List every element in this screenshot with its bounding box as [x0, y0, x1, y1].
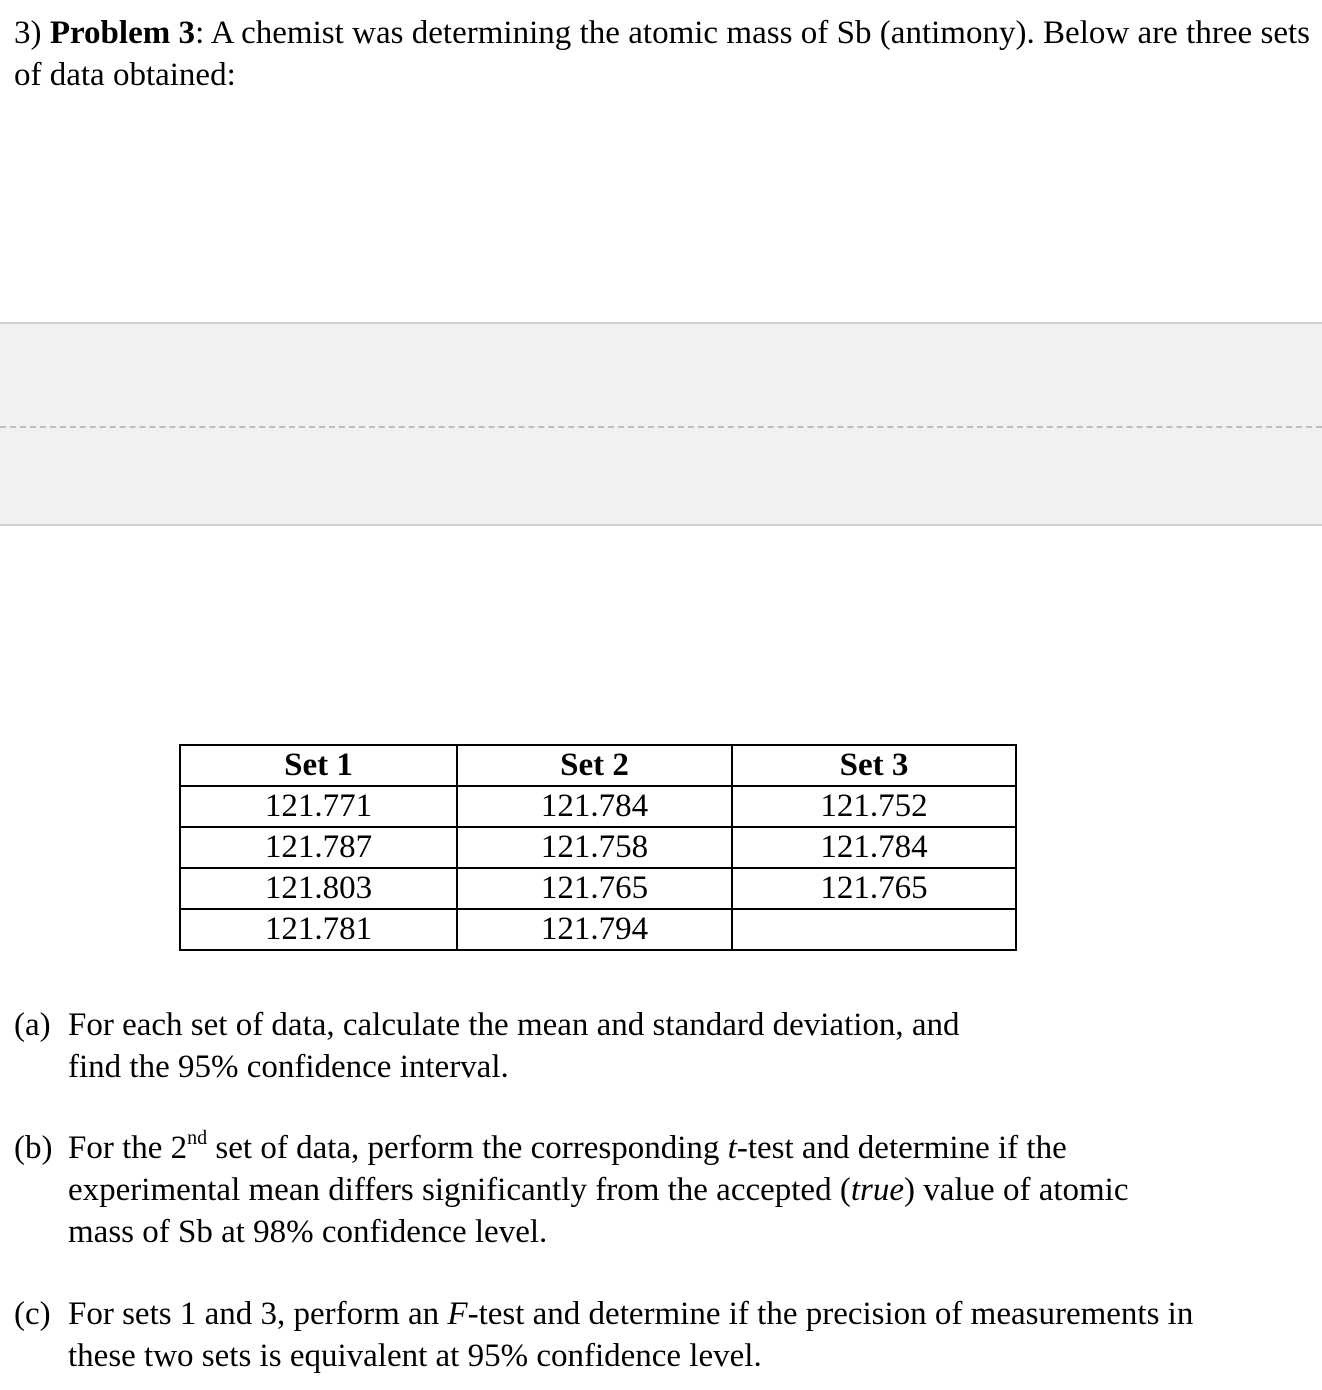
question-c-label: (c) [14, 1296, 51, 1332]
answer-box-divider [0, 426, 1322, 428]
question-b-part-3: -test and determine if the [736, 1130, 1067, 1166]
table-row [180, 786, 1016, 827]
question-c-f: F [447, 1296, 468, 1332]
problem-title: Problem 3 [49, 15, 196, 51]
header-set-2: Set 2 [457, 745, 732, 786]
table-row [180, 909, 1016, 950]
table-cell: 121.803 [180, 868, 457, 909]
question-b-t: t [727, 1130, 737, 1166]
table-cell: 121.784 [732, 827, 1016, 868]
data-table [179, 744, 1017, 951]
question-a [14, 1004, 1310, 1088]
header-set-1: Set 1 [180, 745, 457, 786]
problem-number: 3) [14, 15, 50, 51]
table-header-row [180, 745, 1016, 786]
question-c-part-1: For sets 1 and 3, perform an [68, 1296, 448, 1332]
question-a-label: (a) [14, 1007, 51, 1043]
table-cell: 121.758 [457, 827, 732, 868]
table-cell: 121.752 [732, 786, 1016, 827]
table-cell: 121.787 [180, 827, 457, 868]
problem-statement [14, 12, 1310, 96]
question-b-true: true [850, 1172, 904, 1208]
table-cell: 121.765 [457, 868, 732, 909]
table-row [180, 868, 1016, 909]
problem-colon: : [195, 15, 205, 51]
table-cell: 121.781 [180, 909, 457, 950]
question-b-line-2a: experimental mean differs significantly from the accepted ( [68, 1172, 851, 1208]
table-cell: 121.794 [457, 909, 732, 950]
question-b [14, 1127, 1310, 1253]
answer-box[interactable] [0, 322, 1322, 526]
header-set-3: Set 3 [732, 745, 1016, 786]
question-b-superscript: nd [187, 1127, 208, 1149]
question-a-line-2: find the 95% confidence interval. [68, 1049, 509, 1085]
table-cell: 121.765 [732, 868, 1016, 909]
table-cell [732, 909, 1016, 950]
question-b-part-1: For the 2 [68, 1130, 188, 1166]
question-b-part-2: set of data, perform the corresponding [207, 1130, 728, 1166]
problem-text: A chemist was determining the atomic mass of Sb (antimony). Below are three sets of data obtained: [14, 15, 1310, 93]
question-b-label: (b) [14, 1130, 53, 1166]
question-a-line-1: For each set of data, calculate the mean and standard deviation, and [68, 1007, 960, 1043]
question-b-line-2b: ) value of atomic [904, 1172, 1129, 1208]
table-cell: 121.771 [180, 786, 457, 827]
question-c-line-2: these two sets is equivalent at 95% confidence level. [68, 1338, 762, 1374]
table-row [180, 827, 1016, 868]
question-c [14, 1293, 1310, 1377]
question-c-part-2: -test and determine if the precision of measurements in [467, 1296, 1194, 1332]
question-b-line-3: mass of Sb at 98% confidence level. [68, 1214, 548, 1250]
table-cell: 121.784 [457, 786, 732, 827]
